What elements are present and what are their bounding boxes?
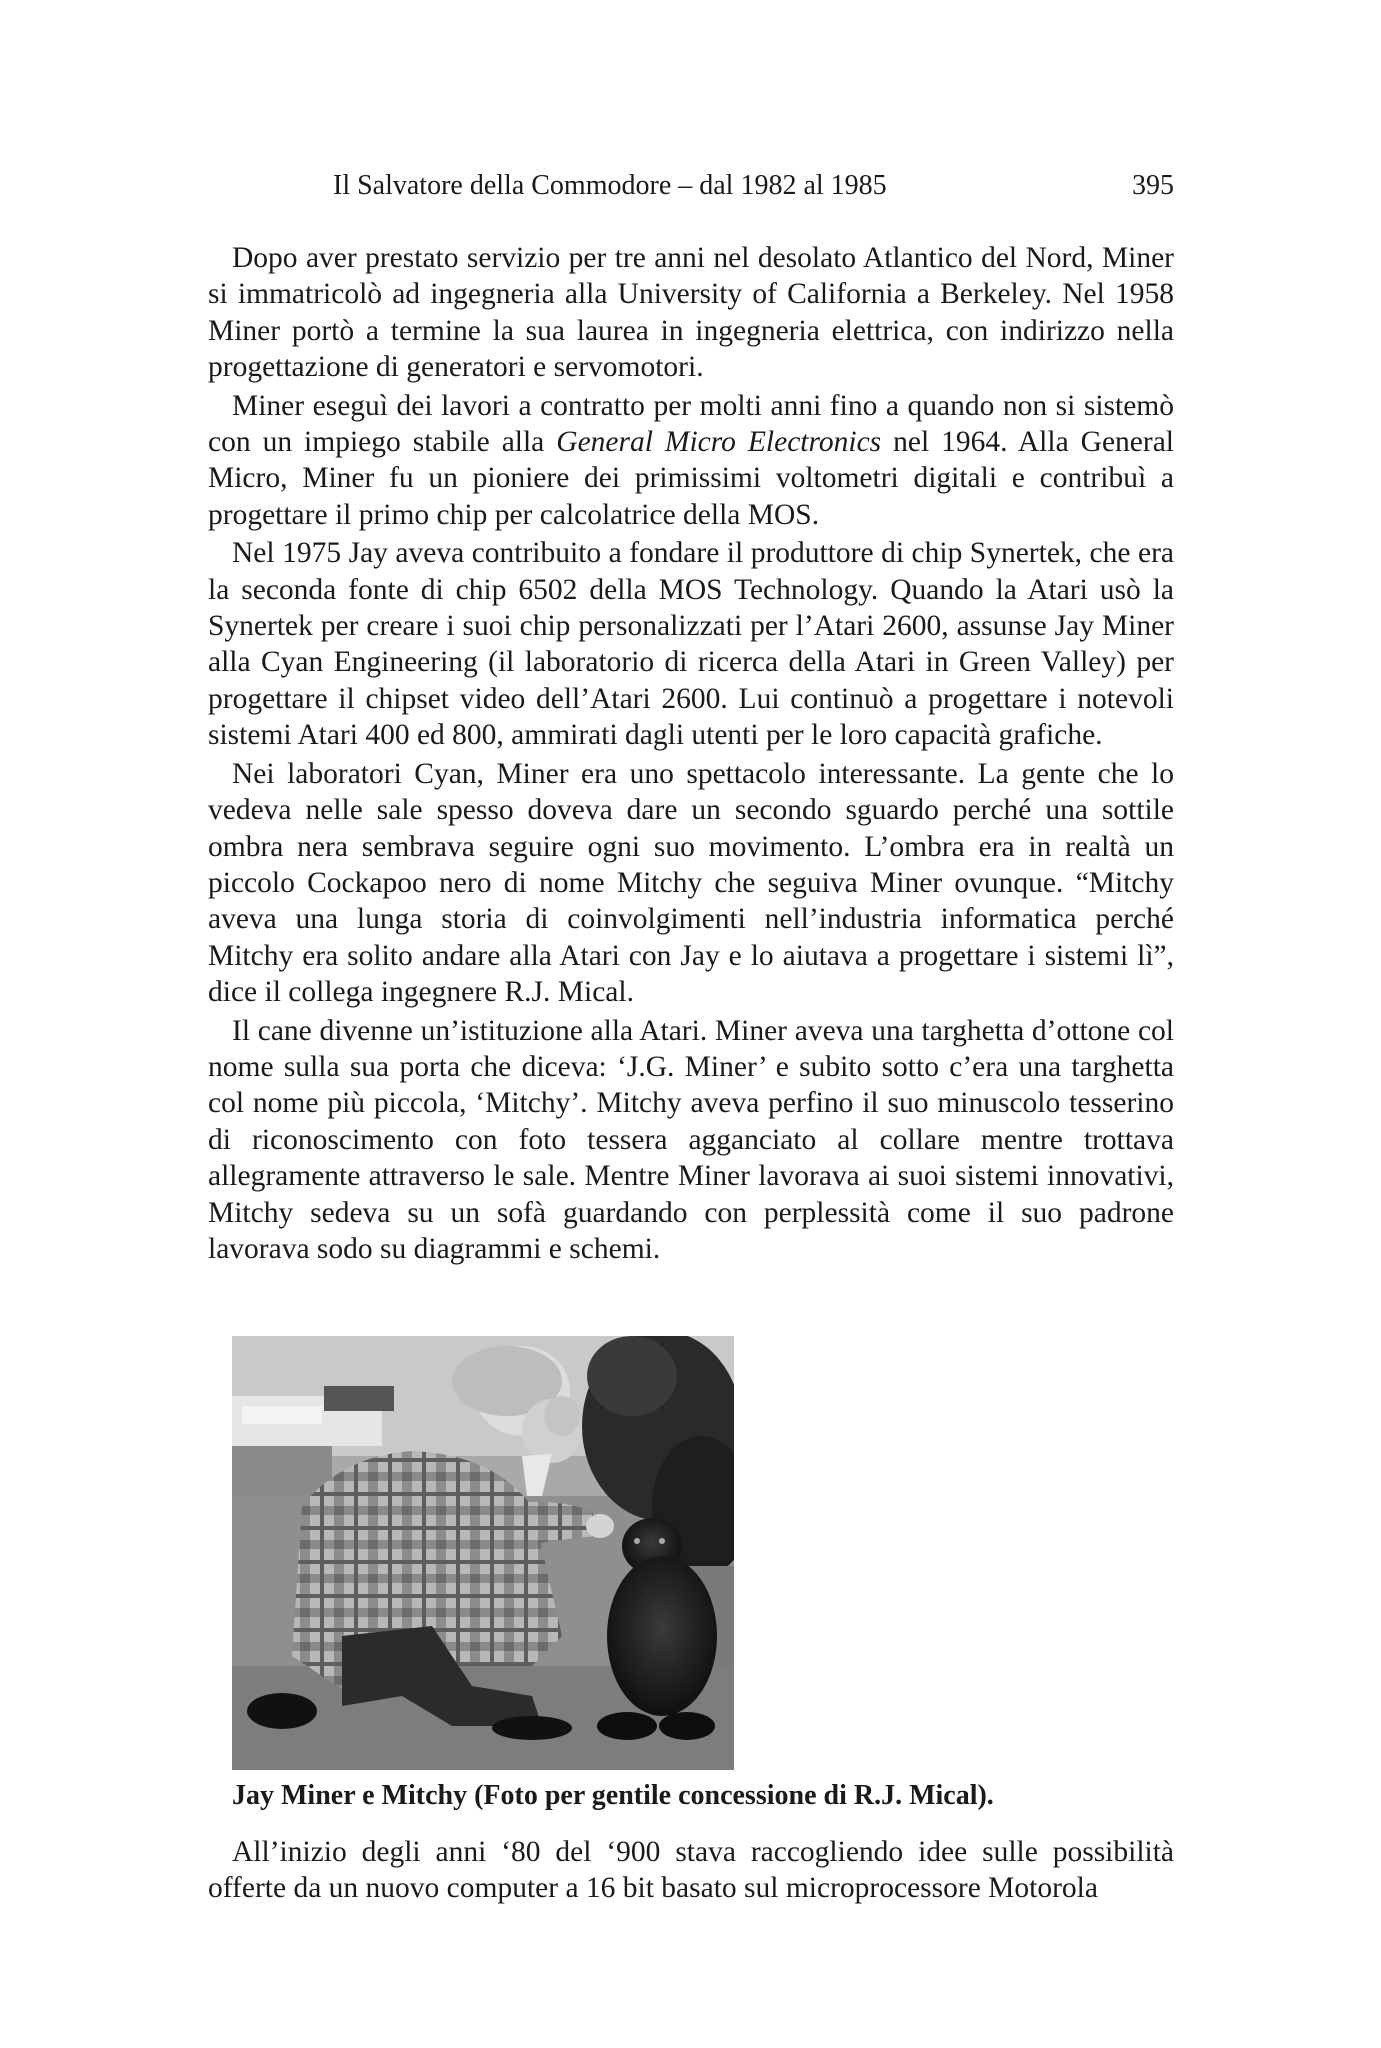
main-text [208,240,1174,1269]
figure-caption: Jay Miner e Mitchy (Foto per gentile concessione di R.J. Mical). [232,1780,994,1811]
paragraph-2 [208,388,1174,534]
paragraph-4: Nei laboratori Cyan, Miner era uno spettacolo interessante. La gente che lo vedeva nelle sale spesso doveva dare un secondo sguardo perché una sottile ombra nera sembrava seguire ogni suo movimento. L’ombra era in realtà un piccolo Cockapoo nero di nome Mitchy che seguiva Miner ovunque. “Mitchy aveva una lunga storia di coinvolgimenti nell’industria informatica perché Mitchy era solito andare alla Atari con Jay e lo aiutava a progettare i sistemi lì”, dice il collega ingegnere R.J. Mical. [208,757,1174,1009]
paragraph-3: Nel 1975 Jay aveva contribuito a fondare il produttore di chip Synertek, che era la seconda fonte di chip 6502 della MOS Technology. Quando la Atari usò la Synertek per creare i suoi chip personalizzati per l’Atari 2600, assunse Jay Miner alla Cyan Engineering (il laboratorio di ricerca della Atari in Green Valley) per progettare il chipset video dell’Atari 2600. Lui continuò a progettare i notevoli sistemi Atari 400 ed 800, ammirati dagli utenti per le loro capacità grafiche. [208,537,1174,752]
page-number: 395 [1132,170,1174,201]
paragraph-2-start: Miner eseguì dei lavori a contratto per molti anni fino a quando non si sistemò con un impiego stabile alla [208,389,1174,459]
running-header [208,168,1174,204]
paragraph-1: Dopo aver prestato servizio per tre anni nel desolato Atlantico del Nord, Miner si immatricolò ad ingegneria alla University of California a Berkeley. Nel 1958 Miner portò a termine la sua laurea in ingegneria elettrica, con indirizzo nella progettazione di generatori e servomotori. [208,242,1174,384]
photo-jay-miner-and-dog [232,1336,734,1770]
paragraph-5: Il cane divenne un’istituzione alla Atari. Miner aveva una targhetta d’ottone col nome sulla sua porta che diceva: ‘J.G. Miner’ e subito sotto c’era una targhetta col nome più piccola, ‘Mitchy’. Mitchy aveva perfino il suo minuscolo tesserino di riconoscimento con foto tessera agganciato al collare mentre trottava allegramente attraverso le sale. Mentre Miner lavorava ai suoi sistemi innovativi, Mitchy sedeva su un sofà guardando con perplessità come il suo padrone lavorava sodo su diagrammi e schemi. [208,1014,1174,1265]
paragraph-2-end: nel 1964. Alla General Micro, Miner fu un pioniere dei primissimi voltometri digitali e contribuì a progettare il primo chip per calcolatrice della MOS. [208,426,1175,531]
chapter-title: Il Salvatore della Commodore – dal 1982 al 1985 [333,170,887,201]
paragraph-6: All’inizio degli anni ‘80 del ‘900 stava raccogliendo idee sulle possibilità offerte da un nuovo computer a 16 bit basato sul microprocessore Motorola [208,1836,1174,1905]
continuation-text [208,1834,1174,1907]
company-name-italic: General Micro Electronics [556,426,882,459]
